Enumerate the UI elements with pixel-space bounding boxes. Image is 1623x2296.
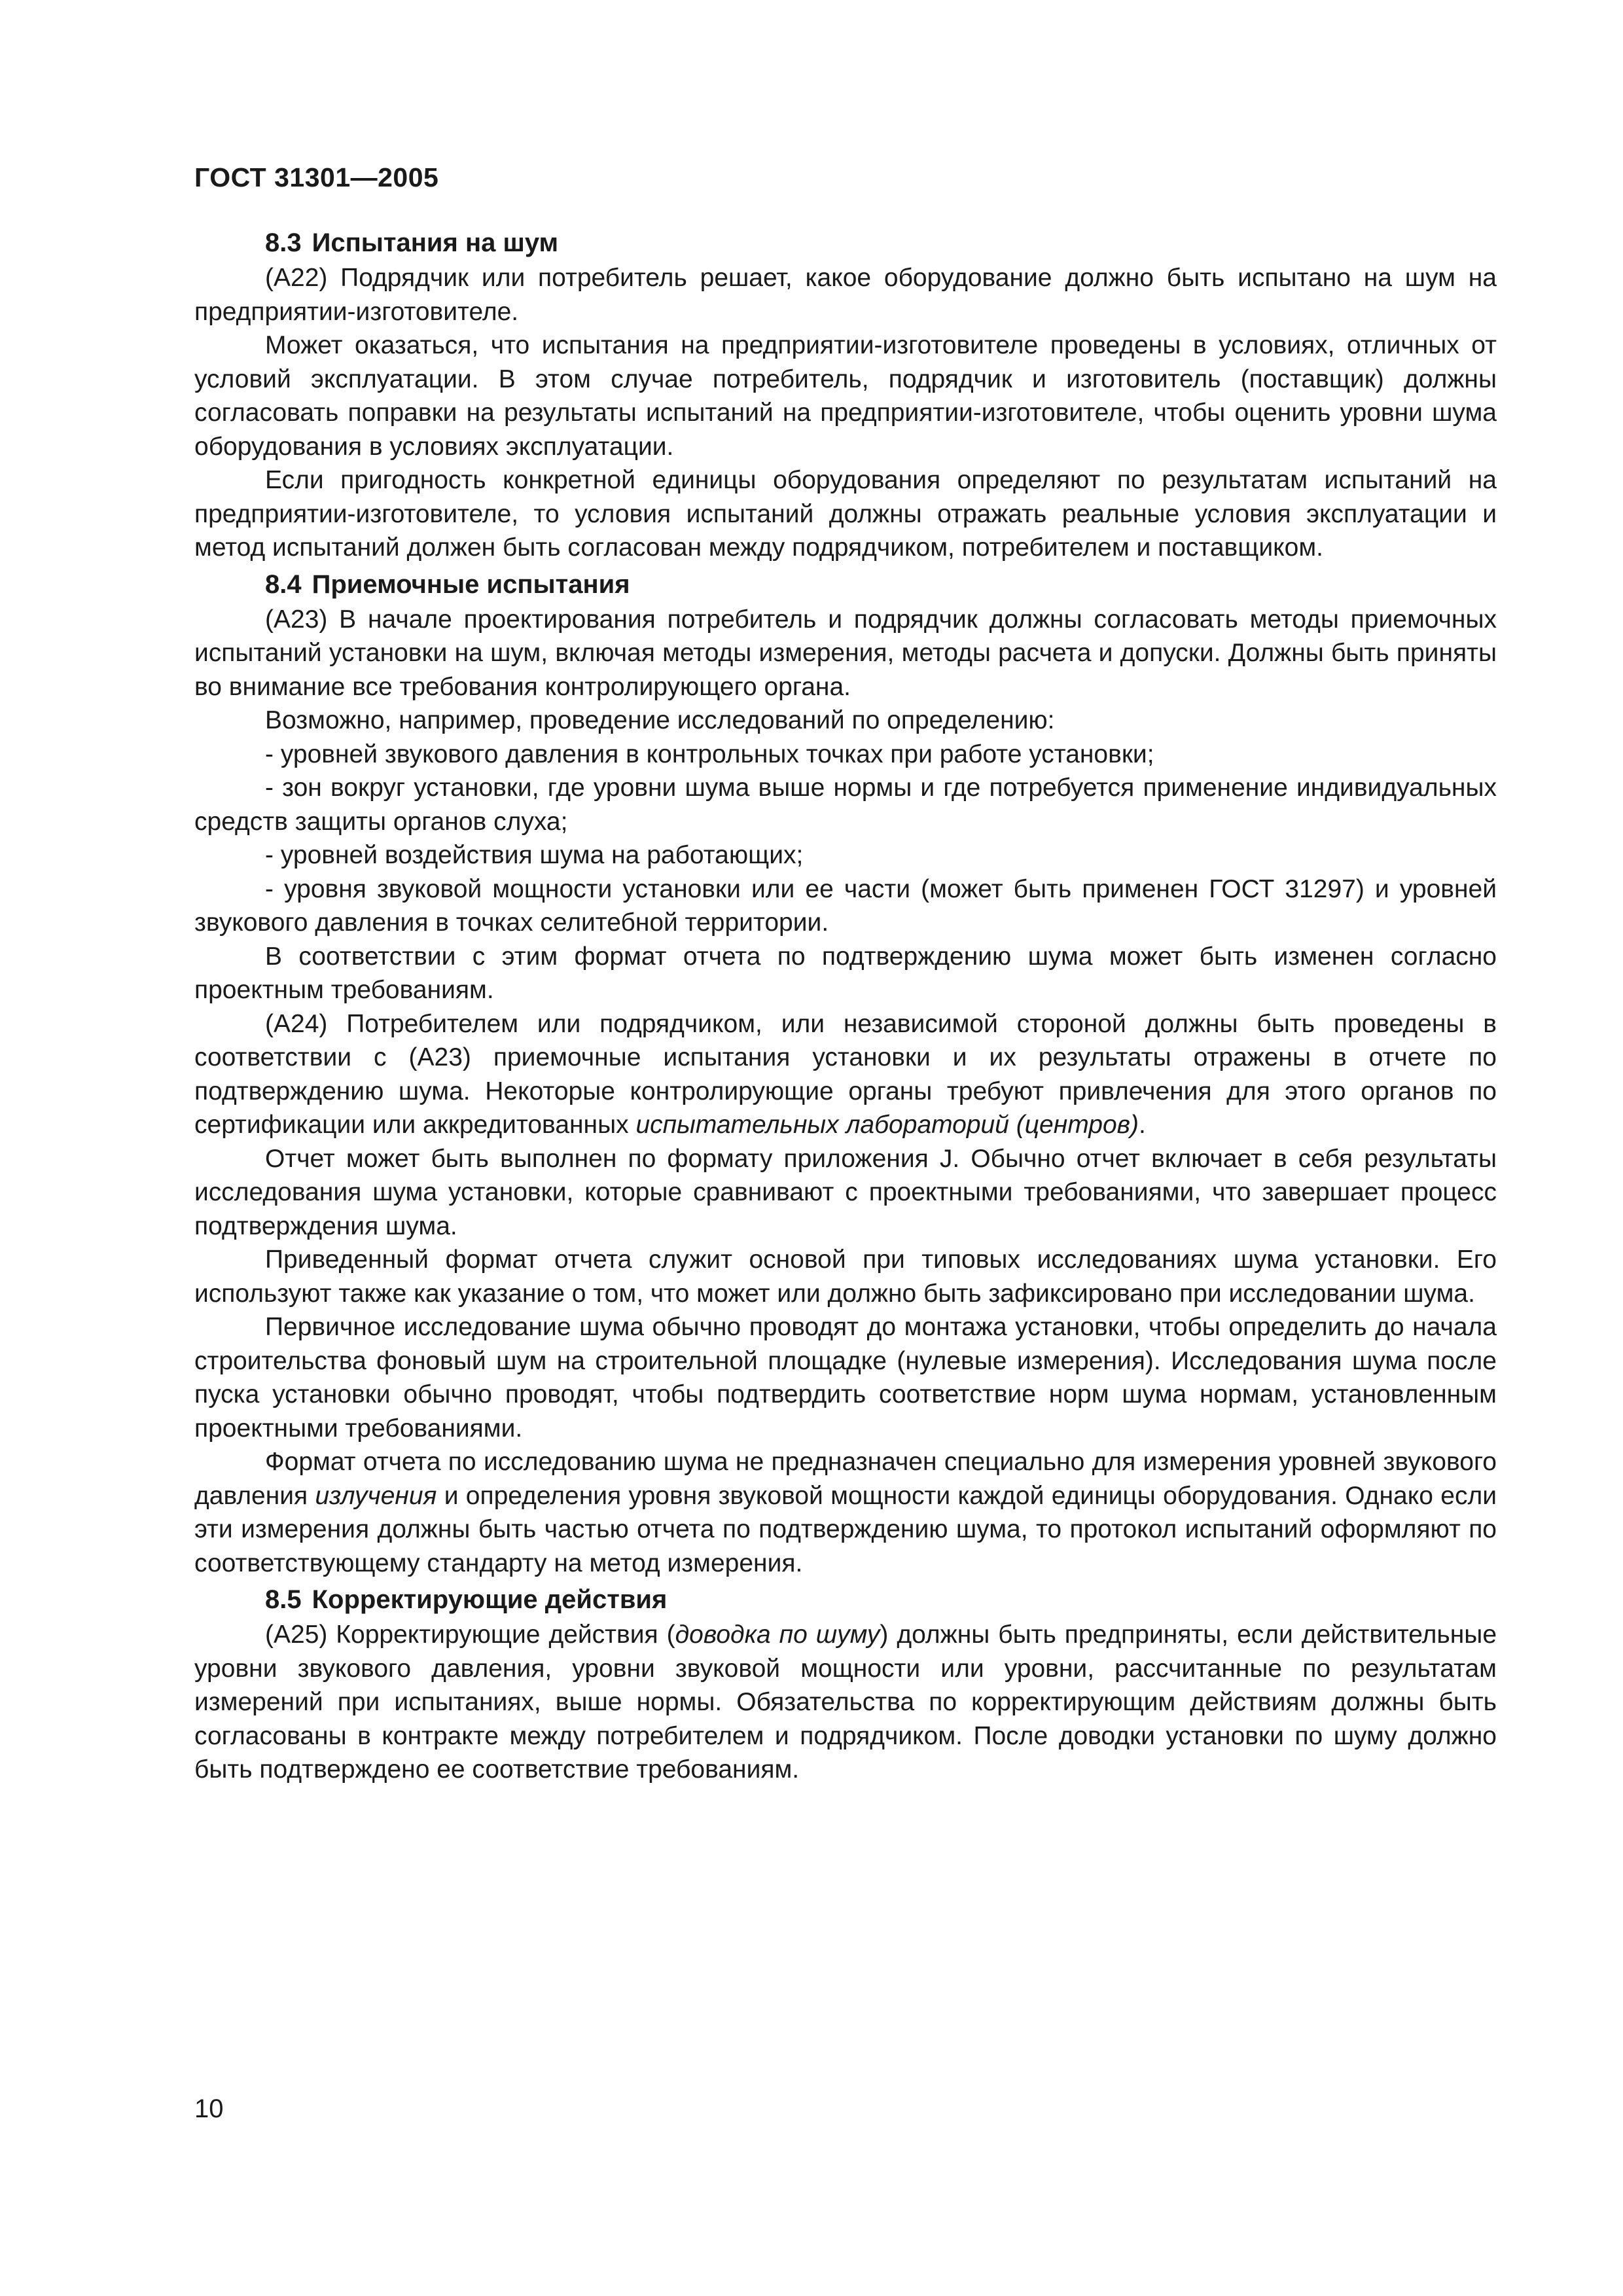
section-title: Испытания на шум xyxy=(312,228,559,257)
paragraph: Возможно, например, проведение исследований по определению: xyxy=(265,706,1055,734)
text-run: и определения уровня звуковой мощности каждой единицы оборудования. Однако если эти измерения должны быть частью отчета по подтверждению шума, то протокол испытаний оформляют по соответствующему стандарту на метод измерения. xyxy=(194,1481,1497,1577)
text-run: . xyxy=(1139,1111,1146,1139)
list-item: - зон вокруг установки, где уровни шума выше нормы и где потребуется применение индивидуальных средств защиты органов слуха; xyxy=(194,774,1497,836)
paragraph: Отчет может быть выполнен по формату приложения J. Обычно отчет включает в себя результаты исследования шума установки, которые сравнивают с проектными требованиями, что завершает процесс подтверждения шума. xyxy=(194,1144,1497,1240)
section-number: 8.5 xyxy=(265,1585,302,1614)
paragraph: (А23) В начале проектирования потребитель и подрядчик должны согласовать методы приемочных испытаний установки на шум, включая методы измерения, методы расчета и допуски. Должны быть приняты во внимание все требования контролирующего органа. xyxy=(194,605,1497,701)
section-number: 8.3 xyxy=(265,228,302,257)
italic-term: доводка по шуму xyxy=(675,1621,880,1649)
text-run: Формат отчета по исследованию шума не предназначен специально для измерения уровней звукового давления xyxy=(194,1448,1497,1510)
paragraph: Может оказаться, что испытания на предприятии-изготовителе проведены в условиях, отличных от условий эксплуатации. В этом случае потребитель, подрядчик и изготовитель (поставщик) должны согласовать поправки на результаты испытаний на предприятии-изготовителе, чтобы оценить уровни шума оборудования в условиях эксплуатации. xyxy=(194,331,1497,461)
text-run: (А24) Потребителем или подрядчиком, или независимой стороной должны быть проведены в соответствии с (А23) приемочные испытания установки и их результаты отражены в отчете по подтверждению шума. Некоторые контролирующие органы требуют привлечения для этого органов по сертификации или аккредитованных xyxy=(194,1009,1497,1139)
paragraph xyxy=(194,1007,1497,1142)
document-code: ГОСТ 31301—2005 xyxy=(194,162,439,192)
italic-term: испытательных лабораторий (центров) xyxy=(635,1111,1139,1139)
list-item: - уровней звукового давления в контрольных точках при работе установки; xyxy=(265,740,1154,768)
text-run: ) должны быть предприняты, если действительные уровни звукового давления, уровни звуковой мощности или уровни, рассчитанные по результатам измерений при испытаниях, выше нормы. Обязательства по корректирующим действиям должны быть согласованы в контракте между потребителем и подрядчиком. После доводки установки по шуму должно быть подтверждено ее соответствие требованиям. xyxy=(194,1621,1497,1784)
paragraph xyxy=(194,1618,1497,1787)
document-body xyxy=(194,226,1497,1787)
paragraph: Приведенный формат отчета служит основой при типовых исследованиях шума установки. Его используют также как указание о том, что может или должно быть зафиксировано при исследовании шума. xyxy=(194,1246,1497,1308)
section-number: 8.4 xyxy=(265,569,302,599)
page-number: 10 xyxy=(194,2094,224,2123)
section-title: Корректирующие действия xyxy=(312,1585,668,1614)
section-heading-8-4 xyxy=(194,567,1497,601)
text-run: (А25) Корректирующие действия ( xyxy=(265,1621,675,1649)
paragraph: Если пригодность конкретной единицы оборудования определяют по результатам испытаний на предприятии-изготовителе, то условия испытаний должны отражать реальные условия эксплуатации и метод испытаний должен быть согласован между подрядчиком, потребителем и поставщиком. xyxy=(194,466,1497,562)
list-item: - уровня звуковой мощности установки или ее части (может быть применен ГОСТ 31297) и уровней звукового давления в точках селитебной территории. xyxy=(194,874,1497,937)
paragraph: Первичное исследование шума обычно проводят до монтажа установки, чтобы определить до начала строительства фоновый шум на строительной площадке (нулевые измерения). Исследования шума после пуска установки обычно проводят, чтобы подтвердить соответствие норм шума нормам, установленным проектными требованиями. xyxy=(194,1313,1497,1443)
section-heading-8-3 xyxy=(194,226,1497,260)
paragraph: В соответствии с этим формат отчета по подтверждению шума может быть изменен согласно проектным требованиям. xyxy=(194,942,1497,1004)
paragraph xyxy=(194,1445,1497,1580)
italic-term: излучения xyxy=(315,1481,437,1510)
section-title: Приемочные испытания xyxy=(312,569,630,599)
section-heading-8-5 xyxy=(194,1583,1497,1617)
list-item: - уровней воздействия шума на работающих; xyxy=(265,841,804,869)
paragraph: (А22) Подрядчик или потребитель решает, какое оборудование должно быть испытано на шум на предприятии-изготовителе. xyxy=(194,264,1497,326)
